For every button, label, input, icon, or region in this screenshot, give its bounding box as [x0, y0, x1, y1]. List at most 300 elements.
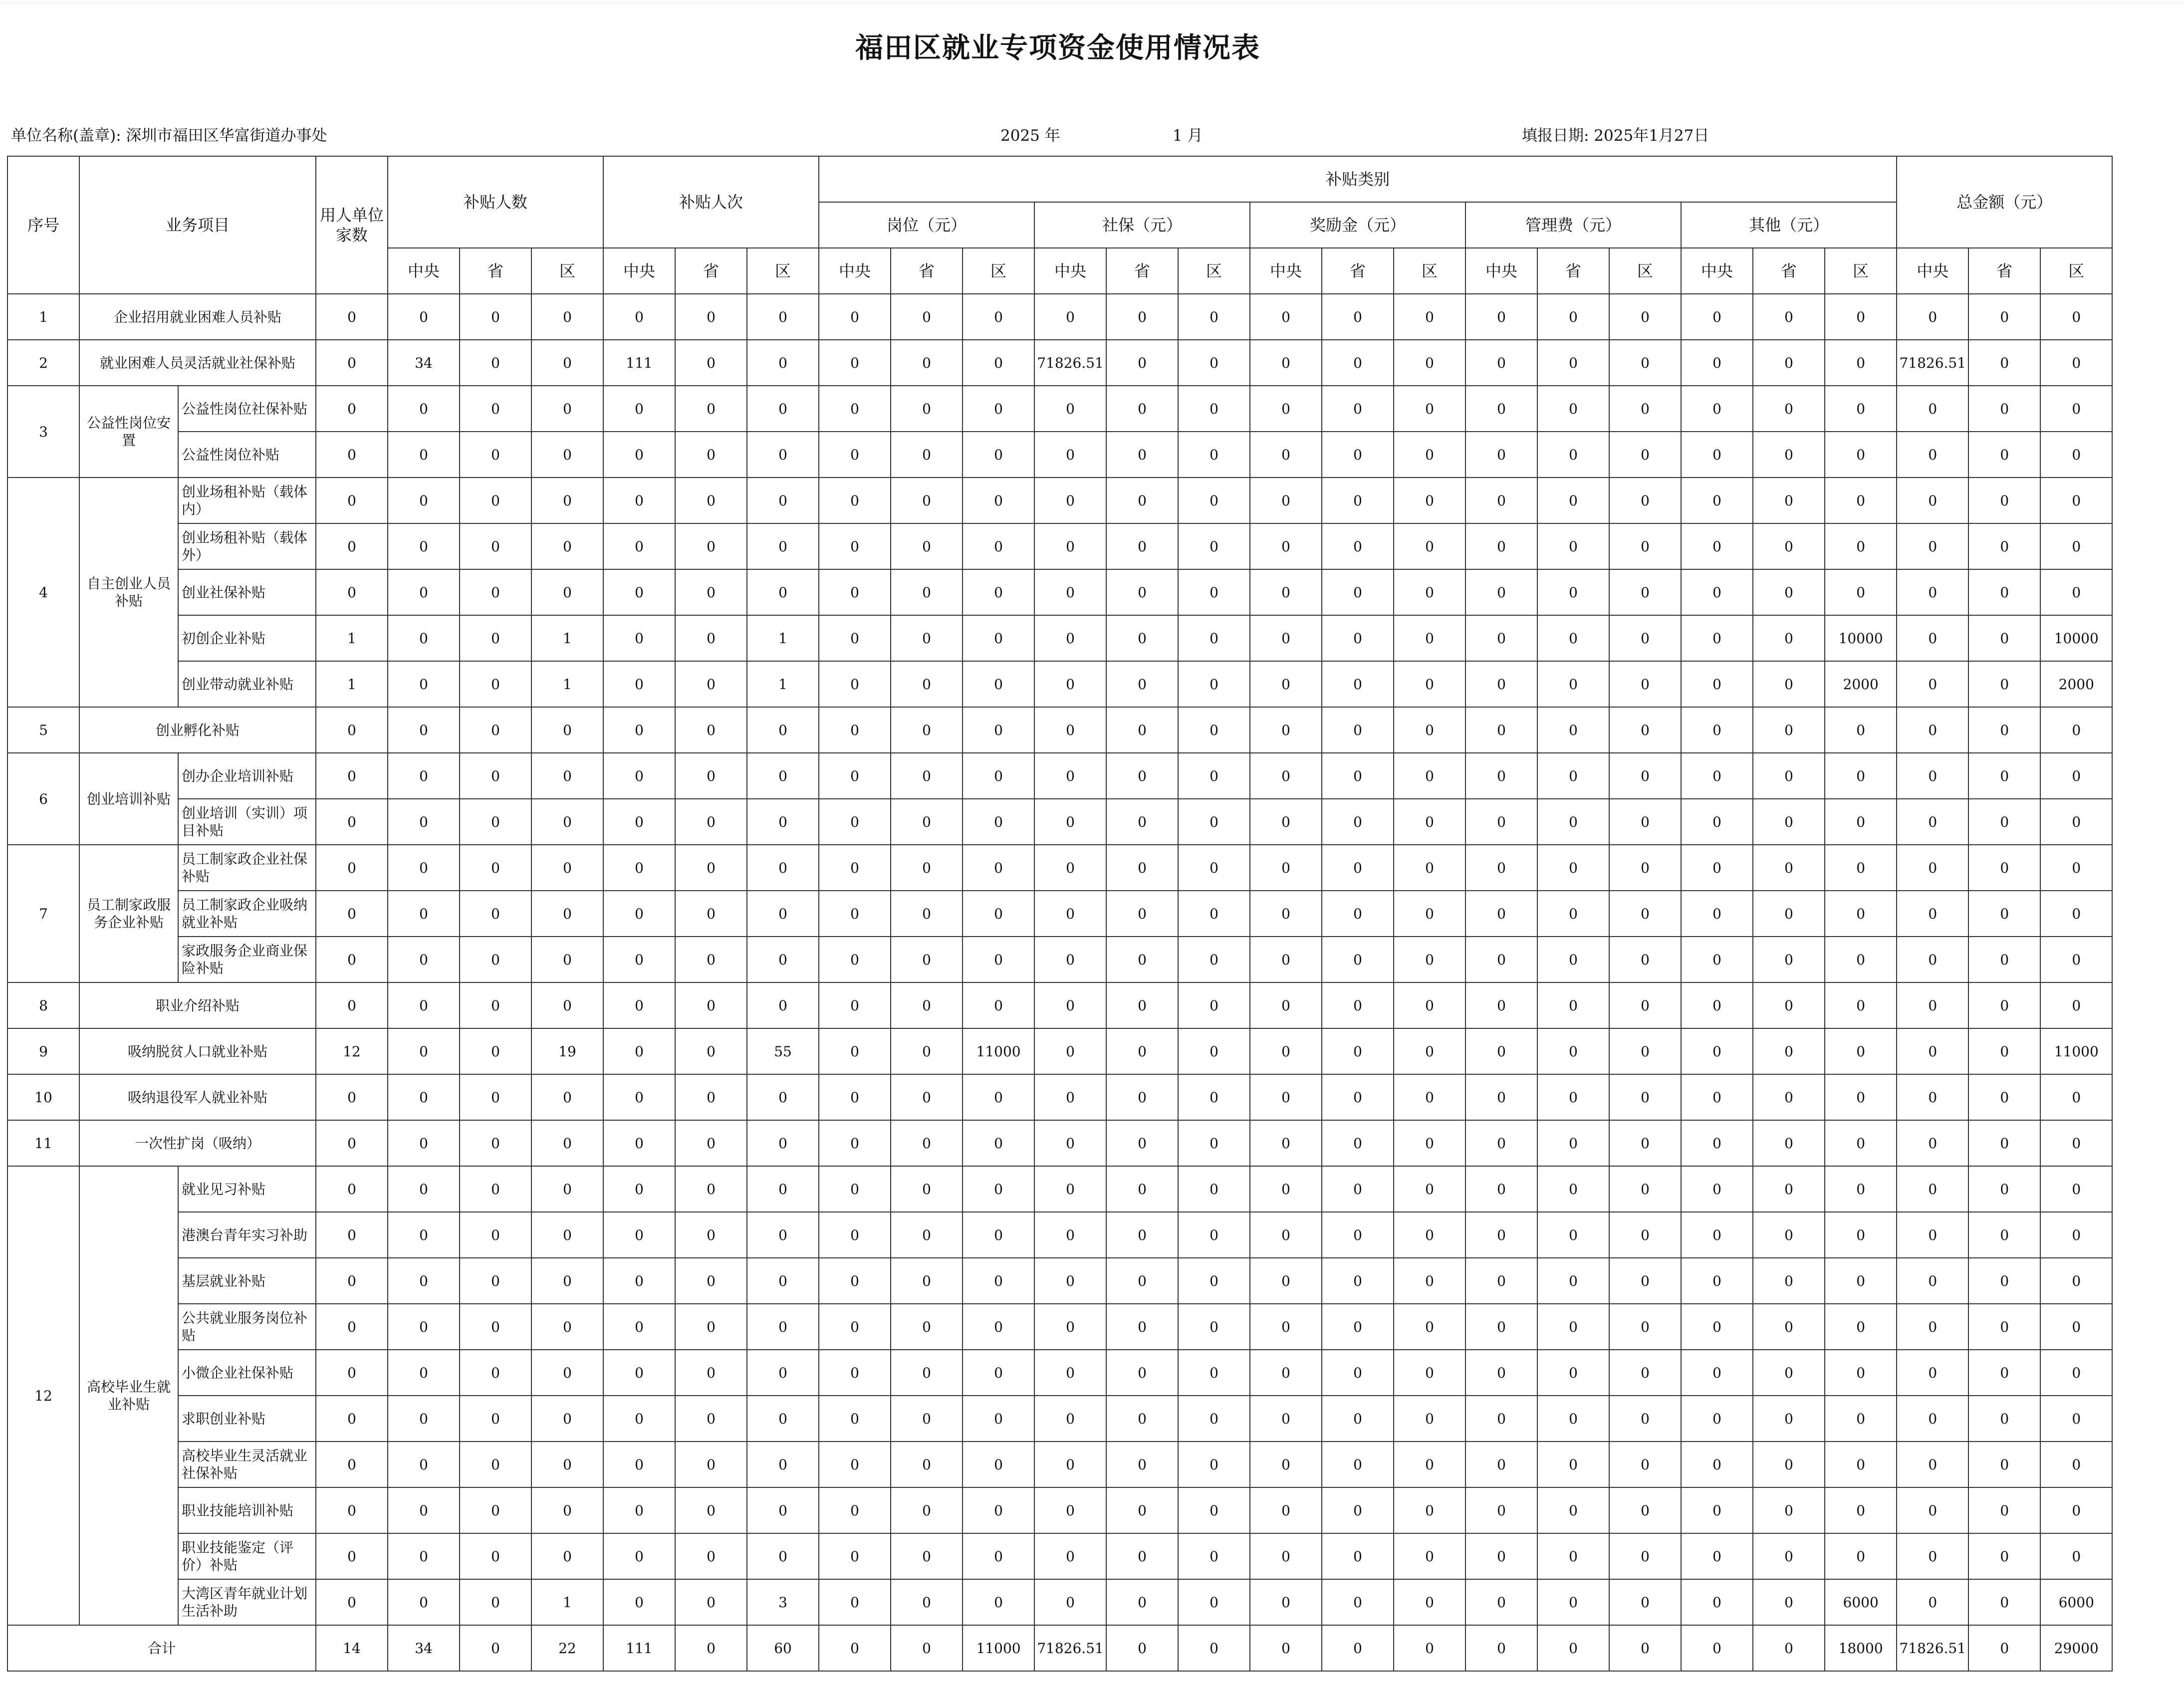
- row-value: 0: [1897, 1074, 1968, 1120]
- row-value: 0: [1394, 340, 1465, 386]
- row-value: 0: [1968, 1028, 2040, 1074]
- row-value: 0: [1106, 615, 1178, 661]
- header-level: 省: [1753, 248, 1825, 294]
- header-level: 省: [1322, 248, 1394, 294]
- row-value: 0: [1178, 661, 1250, 707]
- row-value: 11000: [2040, 1028, 2112, 1074]
- row-value: 0: [531, 845, 603, 891]
- row-value: 0: [819, 478, 891, 523]
- row-value: 0: [1609, 707, 1681, 753]
- row-value: 0: [675, 1074, 747, 1120]
- row-value: 0: [1465, 478, 1537, 523]
- row-value: 0: [747, 937, 819, 982]
- row-value: 0: [1250, 1442, 1322, 1487]
- row-value: 0: [388, 1212, 460, 1258]
- row-value: 0: [1681, 615, 1753, 661]
- row-value: 0: [747, 1120, 819, 1166]
- row-value: 0: [891, 1166, 963, 1212]
- row-value: 0: [388, 432, 460, 478]
- row-subitem: 小微企业社保补贴: [178, 1350, 316, 1396]
- row-value: 10000: [2040, 615, 2112, 661]
- row-value: 0: [1825, 1258, 1897, 1304]
- row-value: 0: [1753, 982, 1825, 1028]
- row-value: 0: [1250, 294, 1322, 340]
- row-value: 0: [819, 615, 891, 661]
- header-level: 区: [963, 248, 1034, 294]
- row-value: 0: [1106, 845, 1178, 891]
- row-value: 0: [531, 1533, 603, 1579]
- row-value: 0: [1178, 753, 1250, 799]
- row-value: 0: [1465, 891, 1537, 937]
- row-value: 0: [1681, 1166, 1753, 1212]
- row-value: 0: [1825, 1120, 1897, 1166]
- row-value: 0: [819, 1166, 891, 1212]
- table-row: [7, 523, 2184, 569]
- row-value: 0: [1681, 937, 1753, 982]
- row-seq: 6: [7, 753, 79, 845]
- row-value: 0: [1681, 1533, 1753, 1579]
- row-group: 公益性岗位安置: [79, 386, 178, 478]
- row-value: 0: [963, 386, 1034, 432]
- row-value: 0: [1465, 432, 1537, 478]
- header-category-type: 其他（元）: [1681, 202, 1897, 248]
- row-value: 0: [388, 1533, 460, 1579]
- header-level: 中央: [1465, 248, 1537, 294]
- row-value: 0: [1394, 1350, 1465, 1396]
- row-value: 0: [819, 799, 891, 845]
- total-value: 71826.51: [1897, 1625, 1968, 1671]
- row-value: 0: [891, 1396, 963, 1442]
- row-value: 11000: [963, 1028, 1034, 1074]
- row-value: 0: [1968, 707, 2040, 753]
- row-value: 0: [1968, 615, 2040, 661]
- row-value: 0: [316, 1304, 388, 1350]
- row-value: 0: [2040, 1487, 2112, 1533]
- row-value: 0: [1681, 1074, 1753, 1120]
- row-value: 0: [1537, 569, 1609, 615]
- row-value: 0: [1465, 937, 1537, 982]
- table-row: [7, 1579, 2184, 1625]
- row-value: 0: [1681, 1487, 1753, 1533]
- table-row: [7, 1304, 2184, 1350]
- row-value: 0: [819, 982, 891, 1028]
- row-value: 0: [891, 340, 963, 386]
- row-value: 0: [1609, 799, 1681, 845]
- row-value: 0: [1681, 1579, 1753, 1625]
- row-value: 0: [1681, 891, 1753, 937]
- row-value: 34: [388, 340, 460, 386]
- row-value: 0: [675, 1120, 747, 1166]
- row-value: 0: [1681, 753, 1753, 799]
- row-value: 0: [1825, 569, 1897, 615]
- row-value: 0: [1968, 340, 2040, 386]
- row-value: 0: [819, 845, 891, 891]
- row-value: 0: [1106, 753, 1178, 799]
- row-value: 0: [675, 478, 747, 523]
- row-value: 0: [603, 845, 675, 891]
- row-value: 0: [1465, 1533, 1537, 1579]
- row-subitem: 公共就业服务岗位补贴: [178, 1304, 316, 1350]
- row-value: 0: [1609, 753, 1681, 799]
- row-value: 0: [747, 1442, 819, 1487]
- row-value: 0: [1609, 1396, 1681, 1442]
- row-value: 0: [1106, 1074, 1178, 1120]
- row-value: 0: [388, 523, 460, 569]
- row-value: 0: [1753, 937, 1825, 982]
- row-value: 0: [1250, 799, 1322, 845]
- row-value: 0: [1753, 799, 1825, 845]
- row-value: 0: [963, 982, 1034, 1028]
- row-value: 0: [1968, 294, 2040, 340]
- row-value: 0: [1825, 478, 1897, 523]
- row-value: 0: [1106, 707, 1178, 753]
- row-value: 0: [1753, 891, 1825, 937]
- row-value: 1: [316, 661, 388, 707]
- row-value: 0: [388, 478, 460, 523]
- row-value: 19: [531, 1028, 603, 1074]
- row-value: 0: [316, 707, 388, 753]
- row-value: 0: [963, 432, 1034, 478]
- row-value: 0: [747, 1304, 819, 1350]
- row-value: 0: [1465, 386, 1537, 432]
- row-subitem: 公益性岗位社保补贴: [178, 386, 316, 432]
- row-value: 0: [1322, 1487, 1394, 1533]
- row-value: 0: [2040, 1442, 2112, 1487]
- total-value: 0: [1394, 1625, 1465, 1671]
- row-value: 0: [1034, 1350, 1106, 1396]
- row-value: 0: [747, 982, 819, 1028]
- row-value: 0: [747, 1212, 819, 1258]
- row-value: 0: [388, 707, 460, 753]
- total-value: 0: [1968, 1625, 2040, 1671]
- header-item: 业务项目: [79, 156, 316, 294]
- row-value: 0: [603, 386, 675, 432]
- header-level: 中央: [603, 248, 675, 294]
- row-value: 0: [316, 891, 388, 937]
- row-value: 0: [1394, 707, 1465, 753]
- row-value: 0: [1968, 523, 2040, 569]
- row-value: 0: [1609, 478, 1681, 523]
- row-value: 0: [819, 1304, 891, 1350]
- row-value: 0: [1968, 478, 2040, 523]
- row-value: 0: [1537, 386, 1609, 432]
- row-value: 0: [1322, 523, 1394, 569]
- row-seq: 3: [7, 386, 79, 478]
- row-value: 2000: [1825, 661, 1897, 707]
- header-level: 中央: [819, 248, 891, 294]
- row-value: 0: [819, 1533, 891, 1579]
- row-value: 0: [1537, 1579, 1609, 1625]
- row-value: 0: [963, 1166, 1034, 1212]
- sheet-top-line: [0, 0, 2184, 3]
- page-title: 福田区就业专项资金使用情况表: [855, 31, 1260, 64]
- row-value: 0: [1322, 1304, 1394, 1350]
- row-value: 0: [675, 569, 747, 615]
- row-value: 0: [531, 1212, 603, 1258]
- row-value: 0: [1753, 1533, 1825, 1579]
- row-value: 0: [675, 1533, 747, 1579]
- row-value: 0: [1322, 845, 1394, 891]
- row-subitem: 创业场租补贴（载体内）: [178, 478, 316, 523]
- row-value: 0: [2040, 845, 2112, 891]
- header-employers: 用人单位家数: [316, 156, 388, 294]
- row-value: 0: [531, 1442, 603, 1487]
- row-value: 0: [963, 845, 1034, 891]
- row-value: 0: [747, 891, 819, 937]
- row-value: 0: [2040, 1533, 2112, 1579]
- row-value: 0: [1897, 799, 1968, 845]
- row-value: 0: [1250, 569, 1322, 615]
- row-value: 0: [1968, 753, 2040, 799]
- row-value: 0: [963, 615, 1034, 661]
- row-value: 0: [388, 1120, 460, 1166]
- row-value: 0: [316, 753, 388, 799]
- row-value: 0: [2040, 478, 2112, 523]
- row-value: 0: [1106, 523, 1178, 569]
- row-value: 0: [1394, 1166, 1465, 1212]
- row-value: 0: [1537, 799, 1609, 845]
- row-value: 0: [2040, 982, 2112, 1028]
- table-row: [7, 707, 2184, 753]
- table-row: [7, 1350, 2184, 1396]
- row-value: 0: [316, 1120, 388, 1166]
- row-value: 0: [1897, 753, 1968, 799]
- total-value: 60: [747, 1625, 819, 1671]
- row-value: 0: [1322, 937, 1394, 982]
- row-value: 0: [388, 1579, 460, 1625]
- row-value: 0: [963, 294, 1034, 340]
- row-value: 0: [1681, 569, 1753, 615]
- row-value: 0: [1178, 1120, 1250, 1166]
- header-category-type: 奖励金（元）: [1250, 202, 1465, 248]
- row-item: 就业困难人员灵活就业社保补贴: [79, 340, 316, 386]
- fill-date: 填报日期: 2025年1月27日: [1522, 127, 1709, 145]
- row-value: 0: [1322, 1533, 1394, 1579]
- row-value: 0: [1753, 845, 1825, 891]
- row-seq: 9: [7, 1028, 79, 1074]
- row-value: 0: [1034, 891, 1106, 937]
- row-value: 55: [747, 1028, 819, 1074]
- row-value: 0: [1465, 845, 1537, 891]
- header-level: 省: [675, 248, 747, 294]
- row-value: 0: [1322, 982, 1394, 1028]
- row-value: 0: [1106, 1533, 1178, 1579]
- row-value: 0: [1034, 937, 1106, 982]
- row-value: 0: [1034, 1258, 1106, 1304]
- row-value: 0: [1897, 937, 1968, 982]
- row-value: 0: [531, 1166, 603, 1212]
- row-value: 0: [1609, 891, 1681, 937]
- row-value: 0: [747, 1074, 819, 1120]
- row-value: 0: [603, 1579, 675, 1625]
- row-value: 0: [1178, 707, 1250, 753]
- row-value: 0: [603, 478, 675, 523]
- row-value: 0: [1968, 569, 2040, 615]
- row-value: 0: [1968, 1212, 2040, 1258]
- row-value: 0: [2040, 1212, 2112, 1258]
- row-value: 0: [388, 1028, 460, 1074]
- row-value: 0: [1897, 1166, 1968, 1212]
- row-value: 0: [388, 937, 460, 982]
- row-value: 0: [460, 845, 531, 891]
- row-value: 0: [1178, 845, 1250, 891]
- row-value: 0: [1465, 1120, 1537, 1166]
- row-value: 0: [316, 1350, 388, 1396]
- row-value: 0: [1609, 432, 1681, 478]
- row-value: 0: [1825, 982, 1897, 1028]
- row-value: 0: [1753, 340, 1825, 386]
- row-value: 0: [1394, 845, 1465, 891]
- row-value: 0: [1681, 478, 1753, 523]
- row-value: 0: [1968, 1579, 2040, 1625]
- row-value: 0: [1250, 523, 1322, 569]
- row-value: 0: [1609, 1533, 1681, 1579]
- row-value: 0: [1250, 1396, 1322, 1442]
- row-item: 职业介绍补贴: [79, 982, 316, 1028]
- row-value: 0: [1465, 1304, 1537, 1350]
- row-value: 0: [1465, 569, 1537, 615]
- row-value: 0: [1034, 1442, 1106, 1487]
- row-value: 0: [1537, 891, 1609, 937]
- row-value: 0: [460, 478, 531, 523]
- row-value: 0: [1897, 1396, 1968, 1442]
- row-value: 0: [1825, 340, 1897, 386]
- row-value: 0: [2040, 1166, 2112, 1212]
- table-row: [7, 1074, 2184, 1120]
- row-value: 0: [2040, 1120, 2112, 1166]
- row-value: 0: [460, 1120, 531, 1166]
- row-subitem: 港澳台青年实习补助: [178, 1212, 316, 1258]
- row-value: 0: [1609, 1166, 1681, 1212]
- row-value: 0: [1106, 1350, 1178, 1396]
- row-value: 0: [388, 569, 460, 615]
- row-value: 0: [1681, 432, 1753, 478]
- row-value: 0: [891, 982, 963, 1028]
- row-value: 0: [603, 523, 675, 569]
- row-value: 0: [1753, 1074, 1825, 1120]
- row-value: 0: [1753, 1258, 1825, 1304]
- row-value: 0: [1609, 1074, 1681, 1120]
- header-category-type: 管理费（元）: [1465, 202, 1681, 248]
- row-value: 0: [891, 707, 963, 753]
- row-value: 0: [747, 340, 819, 386]
- row-value: 0: [1537, 1533, 1609, 1579]
- row-value: 0: [747, 1487, 819, 1533]
- row-value: 0: [1897, 1304, 1968, 1350]
- row-value: 0: [891, 1487, 963, 1533]
- row-value: 0: [1322, 1166, 1394, 1212]
- total-value: 34: [388, 1625, 460, 1671]
- row-item: 吸纳脱贫人口就业补贴: [79, 1028, 316, 1074]
- unit-name: 单位名称(盖章): 深圳市福田区华富街道办事处: [11, 127, 327, 145]
- row-value: 0: [316, 523, 388, 569]
- row-value: 0: [1034, 1074, 1106, 1120]
- table-row: [7, 1120, 2184, 1166]
- row-value: 0: [891, 1533, 963, 1579]
- total-value: 0: [819, 1625, 891, 1671]
- row-value: 0: [1537, 753, 1609, 799]
- row-value: 0: [1465, 340, 1537, 386]
- row-value: 0: [603, 615, 675, 661]
- row-value: 0: [891, 1120, 963, 1166]
- row-value: 0: [891, 1579, 963, 1625]
- row-value: 0: [1753, 1120, 1825, 1166]
- row-value: 0: [460, 661, 531, 707]
- row-value: 0: [1968, 1533, 2040, 1579]
- row-value: 0: [1322, 799, 1394, 845]
- row-value: 0: [1825, 1396, 1897, 1442]
- row-value: 0: [1537, 661, 1609, 707]
- row-value: 0: [819, 523, 891, 569]
- row-value: 0: [1394, 478, 1465, 523]
- row-value: 0: [747, 1533, 819, 1579]
- header-level: 中央: [1681, 248, 1753, 294]
- row-value: 0: [1681, 1304, 1753, 1350]
- row-value: 0: [819, 707, 891, 753]
- total-value: 0: [891, 1625, 963, 1671]
- row-item: 创业孵化补贴: [79, 707, 316, 753]
- row-value: 0: [819, 661, 891, 707]
- table-row: [7, 478, 2184, 523]
- row-value: 0: [1609, 340, 1681, 386]
- row-value: 0: [1394, 1120, 1465, 1166]
- row-value: 0: [460, 1442, 531, 1487]
- row-value: 0: [891, 1028, 963, 1074]
- row-value: 0: [891, 1442, 963, 1487]
- table-row: [7, 982, 2184, 1028]
- row-value: 0: [963, 569, 1034, 615]
- subsidy-table: [7, 156, 2184, 1672]
- row-value: 0: [963, 661, 1034, 707]
- row-value: 0: [1394, 937, 1465, 982]
- row-value: 0: [316, 1533, 388, 1579]
- row-value: 0: [747, 1258, 819, 1304]
- row-value: 0: [1897, 661, 1968, 707]
- row-value: 0: [1681, 294, 1753, 340]
- row-value: 0: [819, 432, 891, 478]
- row-value: 0: [603, 891, 675, 937]
- row-value: 0: [963, 1396, 1034, 1442]
- row-value: 0: [963, 707, 1034, 753]
- row-value: 0: [1753, 478, 1825, 523]
- row-value: 0: [1825, 1533, 1897, 1579]
- total-value: 18000: [1825, 1625, 1897, 1671]
- row-value: 0: [316, 1166, 388, 1212]
- row-value: 0: [1609, 569, 1681, 615]
- row-value: 0: [1609, 294, 1681, 340]
- row-value: 0: [1034, 569, 1106, 615]
- header-level: 省: [1537, 248, 1609, 294]
- row-value: 0: [1178, 1350, 1250, 1396]
- row-value: 0: [1753, 523, 1825, 569]
- row-value: 0: [1106, 1166, 1178, 1212]
- total-value: 0: [460, 1625, 531, 1671]
- row-value: 0: [316, 1258, 388, 1304]
- row-value: 0: [1106, 1442, 1178, 1487]
- row-value: 0: [1465, 982, 1537, 1028]
- row-value: 0: [1322, 707, 1394, 753]
- row-value: 0: [1250, 1579, 1322, 1625]
- row-value: 0: [388, 1396, 460, 1442]
- row-value: 0: [675, 523, 747, 569]
- row-value: 0: [2040, 891, 2112, 937]
- table-row: [7, 845, 2184, 891]
- row-value: 0: [460, 294, 531, 340]
- row-value: 0: [1250, 661, 1322, 707]
- row-value: 0: [2040, 1350, 2112, 1396]
- row-value: 0: [1106, 661, 1178, 707]
- row-value: 0: [963, 1487, 1034, 1533]
